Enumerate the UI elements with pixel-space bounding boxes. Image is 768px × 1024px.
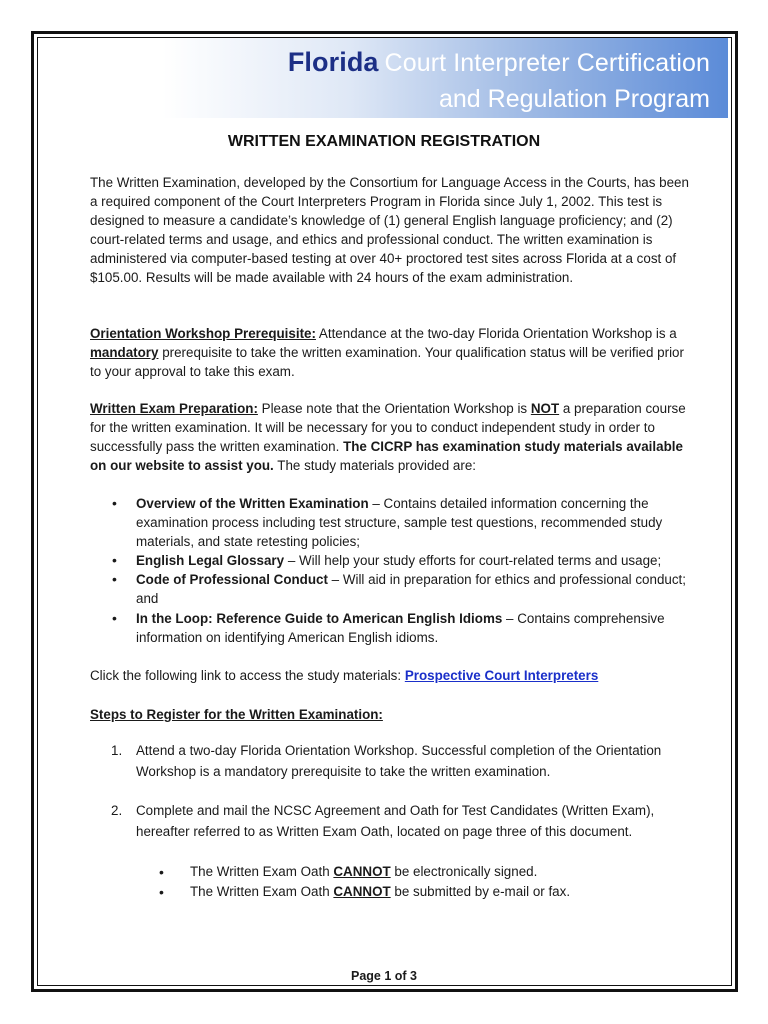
- oath-text: The Written Exam Oath: [190, 884, 334, 899]
- page-number: Page 1 of 3: [351, 969, 417, 983]
- oath-text: The Written Exam Oath: [190, 864, 334, 879]
- study-item-desc: – Contains comprehensive information on identifying American English idioms.: [136, 610, 665, 645]
- document-title: WRITTEN EXAMINATION REGISTRATION: [227, 133, 541, 150]
- list-item: [90, 494, 690, 551]
- study-item-desc: – Will aid in preparation for ethics and professional conduct; and: [136, 572, 686, 607]
- study-item-desc: – Will help your study efforts for court-related terms and usage;: [284, 553, 662, 569]
- list-item: [90, 570, 690, 608]
- orientation-paragraph: [90, 324, 690, 381]
- preparation-bold-text: The CICRP has examination study materials available on our website to assist you.: [90, 439, 683, 474]
- preparation-emphasis: NOT: [530, 401, 560, 416]
- preparation-text-rest: a preparation course for the written examination. It will be necessary for you to conduct independent study in order to successfully pass the written examination.: [90, 401, 686, 455]
- header-title-line1: [288, 46, 710, 79]
- orientation-text: Attendance at the two-day Florida Orientation Workshop is a: [315, 326, 677, 341]
- intro-paragraph: The Written Examination, developed by the Consortium for Language Access in the Courts, has been a required component of the Court Interpreters Program in Florida since July 1, 2002. This test is designed to measure a candidate’s knowledge of (1) general English language proficiency; and (2) court-related terms and usage, and ethics and professional conduct. The written examination is administered via computer-based testing at over 40+ proctored test sites across Florida at a cost of $105.00. Results will be made available with 24 hours of the exam administration.: [90, 175, 689, 286]
- preparation-text: Please note that the Orientation Workshop is: [257, 401, 531, 416]
- list-item: [90, 551, 690, 570]
- step-text: Complete and mail the NCSC Agreement and Oath for Test Candidates (Written Exam), hereafter referred to as Written Exam Oath, located on page three of this document.: [136, 803, 655, 839]
- list-item: [90, 862, 690, 882]
- oath-text-rest: be electronically signed.: [390, 864, 538, 879]
- study-item-title: English Legal Glossary: [136, 553, 285, 569]
- preparation-text-end: The study materials provided are:: [273, 458, 476, 474]
- step-number: 1.: [111, 743, 123, 758]
- oath-text-rest: be submitted by e-mail or fax.: [390, 884, 571, 899]
- study-item-desc: – Contains detailed information concerning the examination process including test structure, sample test questions, recommended study materials, and state retesting policies;: [136, 496, 663, 550]
- step-number: 2.: [111, 803, 123, 818]
- header-line1-text: Court Interpreter Certification: [384, 49, 710, 77]
- oath-emphasis: CANNOT: [333, 884, 391, 899]
- study-item-title: Overview of the Written Examination: [136, 496, 369, 511]
- prospective-interpreters-link[interactable]: Prospective Court Interpreters: [404, 668, 599, 683]
- link-line: [90, 666, 690, 685]
- link-intro-text: Click the following link to access the study materials:: [90, 668, 405, 683]
- orientation-emphasis: mandatory: [90, 345, 159, 361]
- header-title-line2: and Regulation Program: [439, 85, 710, 113]
- study-materials-list: [90, 494, 690, 647]
- list-item: [90, 882, 690, 902]
- oath-rules-list: [90, 862, 690, 902]
- header-florida: Florida: [287, 47, 379, 77]
- steps-heading-line: [90, 705, 690, 724]
- oath-emphasis: CANNOT: [333, 864, 391, 879]
- study-item-title: Code of Professional Conduct: [136, 572, 328, 588]
- orientation-text-rest: prerequisite to take the written examination. Your qualification status will be verified prior to your approval to take this exam.: [90, 345, 684, 380]
- preparation-heading: Written Exam Preparation:: [90, 401, 258, 416]
- list-item: [90, 609, 690, 647]
- orientation-heading: Orientation Workshop Prerequisite:: [90, 326, 316, 341]
- study-item-title: In the Loop: Reference Guide to American English Idioms: [136, 610, 503, 626]
- preparation-paragraph: [90, 399, 690, 475]
- step-text: Attend a two-day Florida Orientation Workshop. Successful completion of the Orientation Workshop is a mandatory prerequisite to take the written examination.: [136, 743, 662, 779]
- steps-heading: Steps to Register for the Written Examination:: [90, 707, 383, 722]
